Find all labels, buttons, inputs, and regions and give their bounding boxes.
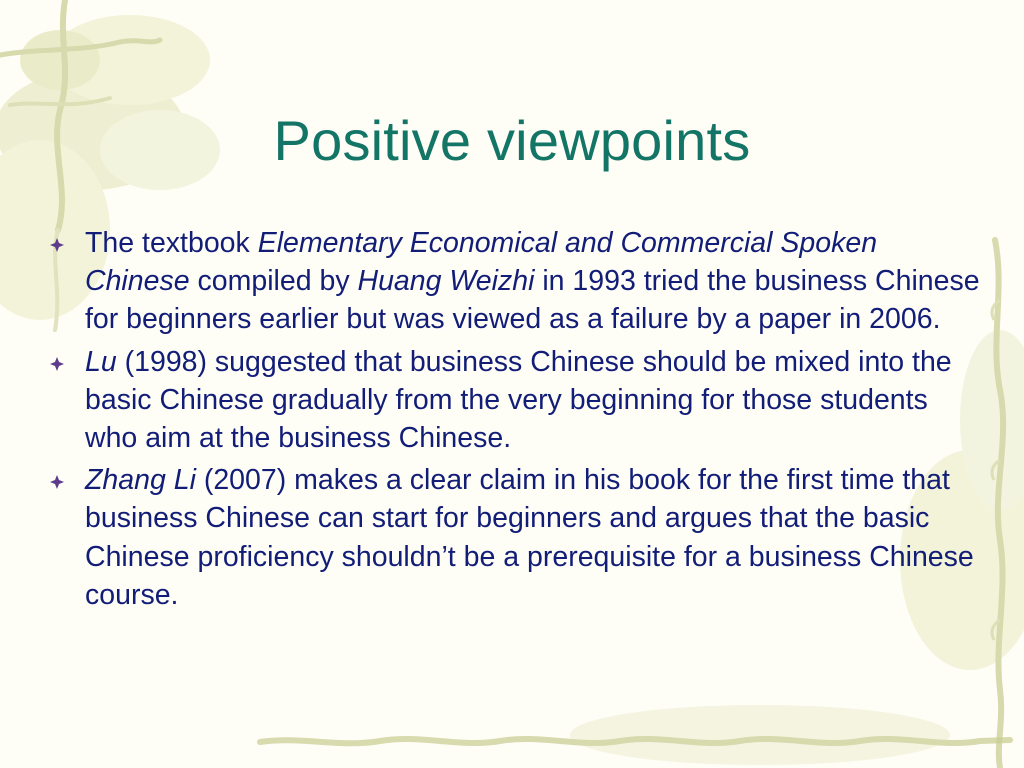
bullet-text [85,346,952,454]
author-name: Zhang Li [85,464,196,497]
bullet-list [50,224,985,618]
bullet-item [50,224,985,339]
four-petal-diamond-icon [50,357,64,371]
book-title: Elementary Economical and Commercial Spoken Chinese [85,227,878,298]
slide-title: Positive viewpoints [273,109,751,172]
bullet-text-segment: compiled by [189,265,358,298]
author-name: Huang Weizhi [357,265,535,298]
bullet-text-segment: (2007) makes a clear claim in his book for the first time that business Chinese can start for beginners and argues that the basic Chinese proficiency shouldn’t be a prerequisite for a business Chinese course. [85,464,974,611]
bullet-text-segment: The textbook [85,227,258,259]
bullet-text [85,227,980,335]
bullet-text [85,464,974,611]
bullet-text-segment: (1998) suggested that business Chinese should be mixed into the basic Chinese gradually from the very beginning for those students who aim at the business Chinese. [85,345,952,455]
four-petal-diamond-icon [50,475,64,489]
bullet-item [50,461,985,614]
bullet-text-segment: in 1993 tried the business Chinese for beginners earlier but was viewed as a failure by a paper in 2006. [85,265,980,336]
author-name: Lu [85,345,117,378]
bottom-vine-decoration [260,705,1010,765]
bullet-item [50,343,985,458]
four-petal-diamond-icon [50,238,64,252]
